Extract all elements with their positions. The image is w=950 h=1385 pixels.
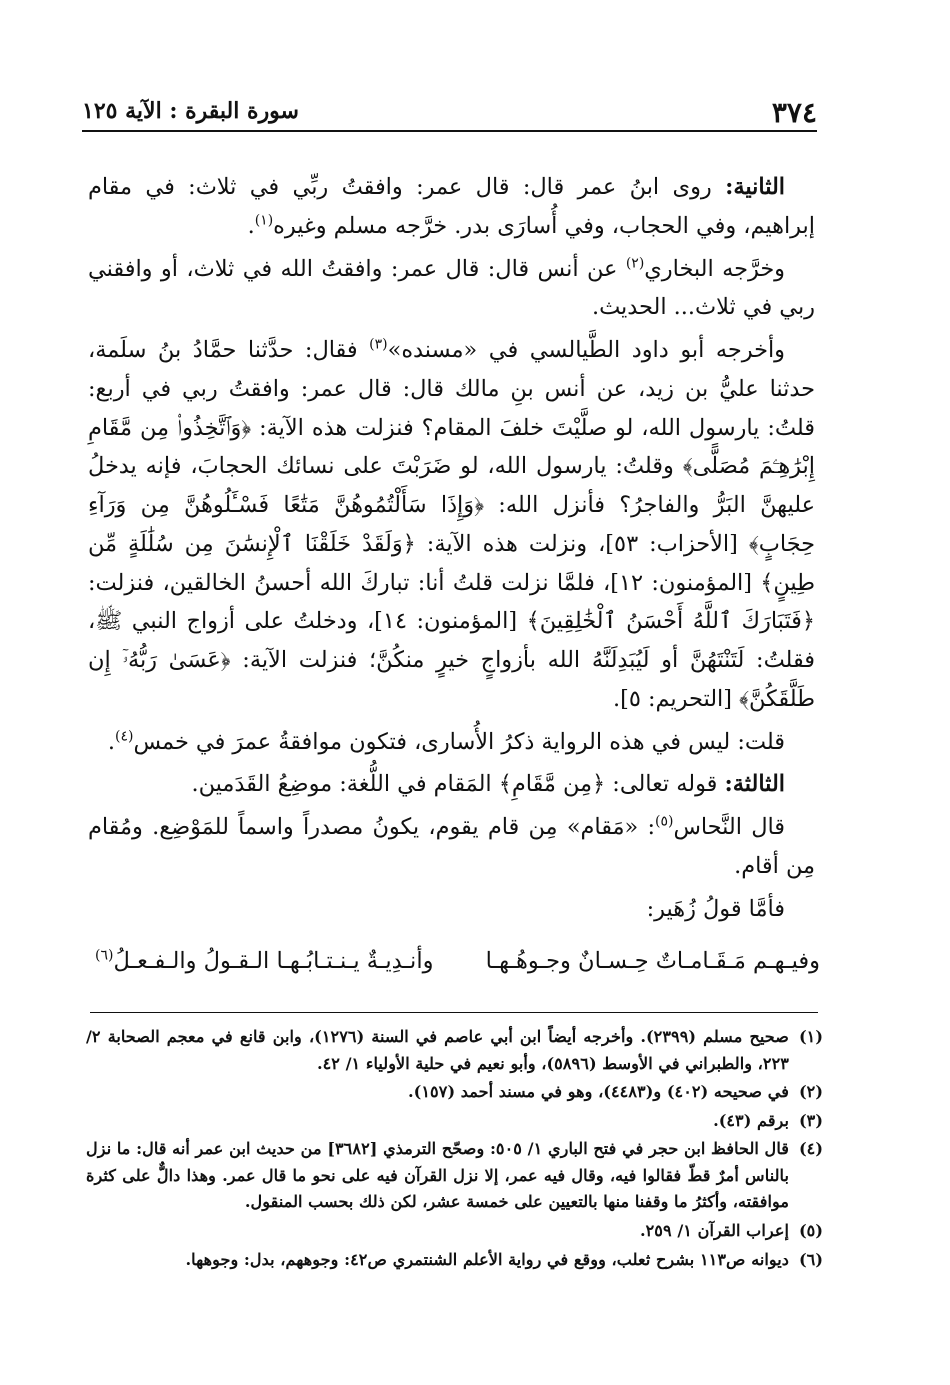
- footnote-number: (١): [798, 1027, 823, 1046]
- footnote-text: إعراب القرآن ١/ ٢٥٩.: [639, 1220, 789, 1240]
- paragraph-text: قال النَّحاس: [673, 814, 785, 840]
- footnote-text: في صحيحه (٤٠٢) و(٤٤٨٣)، وهو في مسند أحمد (١٥٧).: [408, 1082, 789, 1102]
- paragraph-text: قوله تعالى: ﴿مِن مَّقَامِ﴾ المَقام في اللُّغة: موضِعُ القَدَمين.: [191, 771, 718, 798]
- header-rule: [82, 130, 817, 132]
- footnote-number: (٤): [798, 1139, 823, 1159]
- footnote-text: برقم (٤٣).: [713, 1110, 789, 1130]
- paragraph-comment: [88, 723, 815, 762]
- footnote-rule: [90, 1012, 818, 1013]
- running-header: [82, 88, 817, 128]
- footnote-text: صحيح مسلم (٢٣٩٩). وأخرجه أيضاً ابن أبي عاصم في السنة (١٢٧٦)، وابن قانع في معجم الصحابة ٢/ ٢٢٣، والطبراني في الأوسط (٥٨٩٦)، وأبو نعيم في حلية الأولياء ١/ ٤٢.: [86, 1027, 789, 1073]
- section-lead: الثالثة:: [724, 771, 785, 798]
- paragraph-text: فأمَّا قولُ زُهَير:: [646, 895, 785, 922]
- footnote-ref: (٣): [369, 336, 388, 353]
- footnote-ref: (٢): [625, 255, 645, 272]
- footnote-ref: (٦): [95, 947, 114, 964]
- footnote-item: [86, 1218, 823, 1245]
- paragraph-bukhari: [88, 250, 815, 328]
- paragraph-text-cont: فقال: حدَّثنا حمَّادُ بنُ سلَمة، حدثنا عليُّ بن زيد، عن أنس بنِ مالك قال: قال عمر: وافقتُ ربي في أربع: قلتُ: يارسول الله، لو صلَّيْتَ خلفَ المقام؟ فنزلت هذه الآية: ﴿وَٱتَّخِذُوا۟ مِن مَّقَامِ إِبْرَٰهِـۧمَ مُصَلًّى﴾ وقلتُ: يارسول الله، لو ضَرَبْتَ على نسائك الحجابَ، فإنه يدخلُ عليهنَّ البَرُّ والفاجرُ؟ فأنزل الله: ﴿وَإِذَا سَأَلْتُمُوهُنَّ مَتَٰعًا فَسْـَٔلُوهُنَّ مِن وَرَآءِ حِجَابٍ﴾ [الأحزاب: ٥٣]، ونزلت هذه الآية: ﴿وَلَقَدْ خَلَقْنَا ٱلْإِنسَٰنَ مِن سُلَٰلَةٍ مِّن طِينٍ﴾ [المؤمنون: ١٢]، فلمَّا نزلت قلتُ أنا: تباركَ الله أحسنُ الخالقين، فنزلت: ﴿فَتَبَارَكَ ٱللَّهُ أَحْسَنُ ٱلْخَٰلِقِينَ﴾ [المؤمنون: ١٤]، ودخلتُ على أزواج النبي ﷺ، فقلتُ: لَتَنْتَهُنَّ أو لَيُبَدِلَنَّهُ الله بأزواجٍ خيرٍ منكُنَّ؛ فنزلت الآية: ﴿عَسَىٰ رَبُّهُۥٓ إِن طَلَّقَكُنَّ﴾ [التحريم: ٥].: [88, 337, 816, 712]
- footnote-item: [86, 1136, 823, 1216]
- footnote-item: [86, 1079, 823, 1106]
- paragraph-nahhas: [88, 808, 815, 886]
- poem-second-hemistich: وأنـدِيـةٌ يـنـتـابُـهـا الـقـولُ والـفـعـلُ: [113, 948, 434, 974]
- running-title: سورة البقرة : الآية ١٢٥: [82, 98, 299, 124]
- footnotes: [86, 1024, 823, 1275]
- footnote-number: (٥): [798, 1220, 823, 1240]
- paragraph-text: روى ابنُ عمر قال: قال عمر: وافقتُ ربِّي في ثلاث: في مقام إبراهيم، وفي الحجاب، وفي أُسارَى بدر. خرَّجه مسلم وغيره: [88, 174, 815, 239]
- footnote-text: قال الحافظ ابن حجر في فتح الباري ١/ ٥٠٥: وصحّح الترمذي [٣٦٨٢] من حديث ابن عمر أنه قال: ما نزل بالناس أمرٌ قطّ فقالوا فيه، وقال فيه عمر، إلا نزل القرآن فيه على نحو ما قال عمر. وهذا دالٌّ على كثرة موافقته، وأكثرُ ما وقفنا منها بالتعيين على خمسة عشر، لكن ذلك بحسب المنقول.: [86, 1139, 789, 1212]
- poem-verse: [95, 944, 820, 994]
- footnote-number: (٢): [798, 1082, 823, 1102]
- footnote-number: (٣): [798, 1110, 823, 1130]
- poem-first-hemistich: وفيـهـم مَـقَـامـاتٌ حِـسـانٌ وجـوهُـهـا: [485, 948, 820, 974]
- paragraph-text: وأخرجه أبو داود الطَّيالسي في «مسنده»: [387, 337, 785, 363]
- paragraph-third-point: [88, 765, 815, 804]
- paragraph-text: وخرَّجه البخاري: [644, 255, 785, 282]
- page-number: ٣٧٤: [771, 96, 817, 129]
- paragraph-second-point: [88, 168, 815, 246]
- footnote-ref: (٥): [655, 813, 674, 830]
- section-lead: الثانية:: [725, 174, 786, 200]
- paragraph-text-cont: : «مَقام» مِن قام يقوم، يكونُ مصدراً واسماً للمَوْضِع. ومُقام مِن أقام.: [88, 814, 815, 879]
- paragraph-text-cont: عن أنس قال: قال عمر: وافقتُ الله في ثلاث، أو وافقني ربي في ثلاث... الحديث.: [88, 255, 815, 321]
- footnote-item: [86, 1024, 823, 1077]
- paragraph-tail: .: [247, 212, 255, 239]
- footnote-ref: (٤): [115, 728, 134, 745]
- footnote-number: (٦): [798, 1249, 823, 1269]
- paragraph-tail: .: [107, 728, 116, 755]
- poem-second-hemistich-wrap: [95, 948, 433, 974]
- footnote-text: ديوانه ص١١٣ بشرح ثعلب، ووقع في رواية الأعلم الشنتمري ص٤٢: وجوههم، بدل: وجوهها.: [185, 1249, 789, 1269]
- footnote-item: [86, 1108, 823, 1135]
- main-text: [88, 168, 815, 932]
- paragraph-tayalisi: [88, 331, 815, 719]
- paragraph-zuhayr-intro: [88, 890, 815, 929]
- paragraph-text: قلت: ليس في هذه الرواية ذكرُ الأُسارى، فتكون موافقةُ عمرَ في خمس: [133, 728, 785, 755]
- footnote-ref: (١): [254, 212, 274, 229]
- footnote-item: [86, 1247, 823, 1274]
